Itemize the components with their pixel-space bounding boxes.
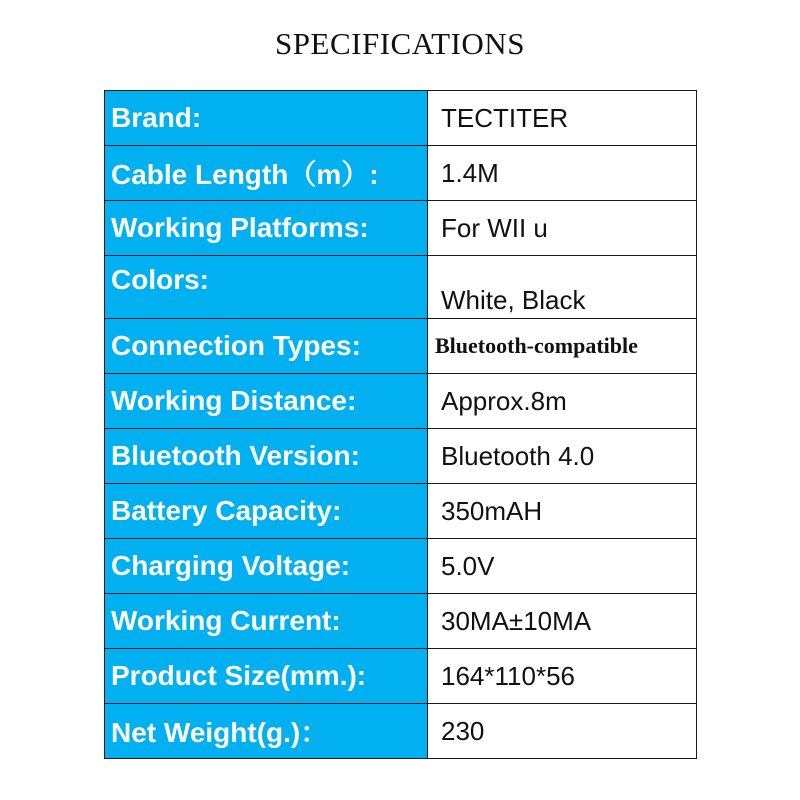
spec-value: 230 bbox=[428, 704, 697, 759]
spec-value: TECTITER bbox=[428, 91, 697, 146]
specifications-table bbox=[104, 90, 697, 759]
page-title: SPECIFICATIONS bbox=[275, 26, 525, 61]
table-row-cable-length bbox=[105, 146, 697, 201]
spec-label: Charging Voltage: bbox=[105, 539, 428, 594]
spec-value: For WII u bbox=[428, 201, 697, 256]
spec-label: Working Distance: bbox=[105, 374, 428, 429]
spec-label: Net Weight(g.)： bbox=[105, 704, 428, 759]
spec-value: Approx.8m bbox=[428, 374, 697, 429]
table-row-brand bbox=[105, 91, 697, 146]
spec-value: 5.0V bbox=[428, 539, 697, 594]
table-row-working-platforms bbox=[105, 201, 697, 256]
spec-label: Connection Types: bbox=[105, 319, 428, 374]
spec-value: Bluetooth-compatible bbox=[428, 319, 697, 374]
spec-label: Product Size(mm.): bbox=[105, 649, 428, 704]
table-row-colors bbox=[105, 256, 697, 319]
table-row-connection-types bbox=[105, 319, 697, 374]
spec-value: 164*110*56 bbox=[428, 649, 697, 704]
spec-label: Working Platforms: bbox=[105, 201, 428, 256]
table-row-working-current bbox=[105, 594, 697, 649]
table-row-product-size bbox=[105, 649, 697, 704]
spec-value: 30MA±10MA bbox=[428, 594, 697, 649]
spec-label: Colors: bbox=[105, 256, 428, 319]
spec-label: Bluetooth Version: bbox=[105, 429, 428, 484]
table-row-working-distance bbox=[105, 374, 697, 429]
table-row-bluetooth-version bbox=[105, 429, 697, 484]
spec-label: Battery Capacity: bbox=[105, 484, 428, 539]
spec-value: 350mAH bbox=[428, 484, 697, 539]
table-row-net-weight bbox=[105, 704, 697, 759]
table-row-battery-capacity bbox=[105, 484, 697, 539]
spec-value: 1.4M bbox=[428, 146, 697, 201]
spec-value: Bluetooth 4.0 bbox=[428, 429, 697, 484]
spec-label: Cable Length（m）: bbox=[105, 146, 428, 201]
spec-label: Working Current: bbox=[105, 594, 428, 649]
table-row-charging-voltage bbox=[105, 539, 697, 594]
spec-value: White, Black bbox=[428, 256, 697, 319]
spec-label: Brand: bbox=[105, 91, 428, 146]
